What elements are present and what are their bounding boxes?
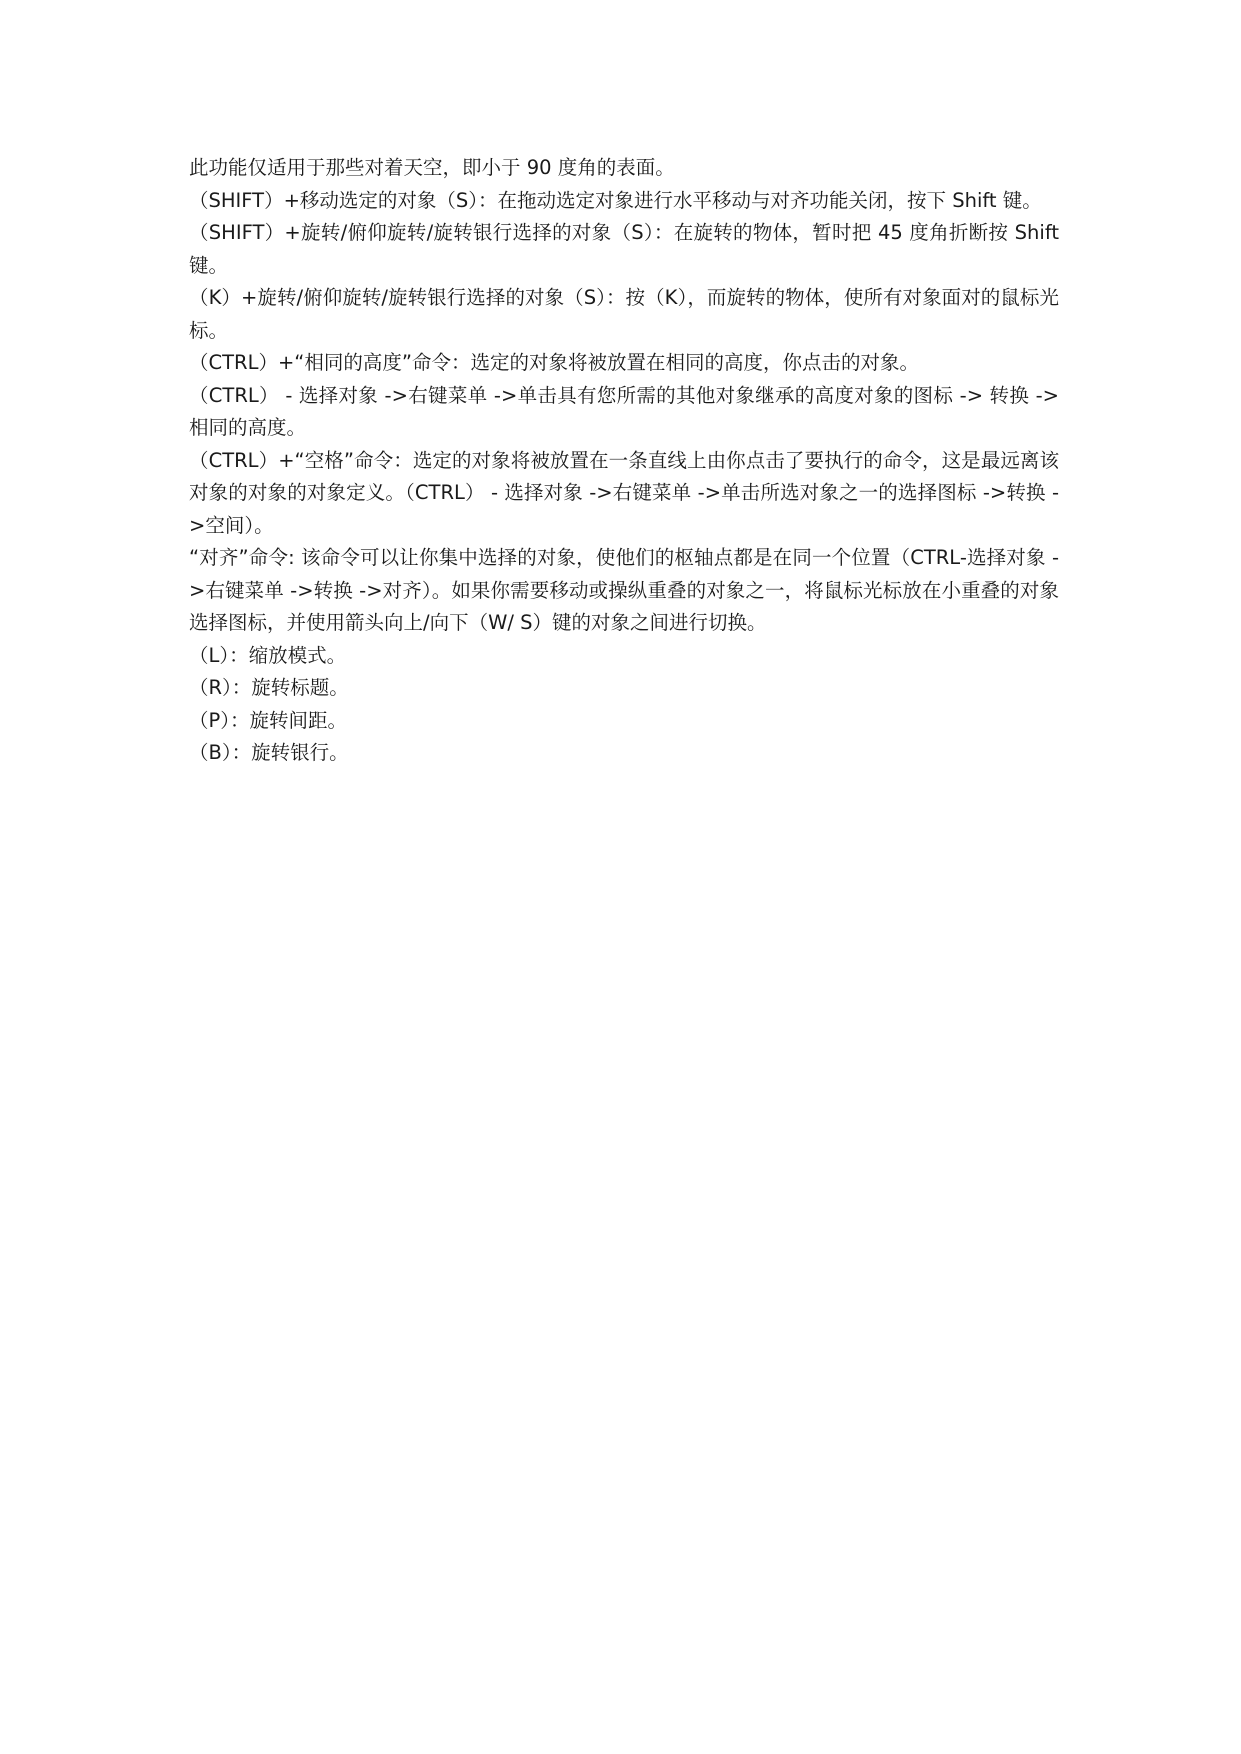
paragraph: （CTRL） - 选择对象 ->右键菜单 ->单击具有您所需的其他对象继承的高度对象的图标 -> 转换 ->相同的高度。 [189, 383, 1059, 439]
paragraph: （SHIFT）+旋转/俯仰旋转/旋转银行选择的对象（S）：在旋转的物体，暂时把 45 度角折断按 Shift 键。 [189, 221, 1066, 277]
paragraph: （K）+旋转/俯仰旋转/旋转银行选择的对象（S）：按（K），而旋转的物体，使所有对象面对的鼠标光标。 [189, 286, 1059, 342]
paragraph: 此功能仅适用于那些对着天空，即小于 90 度角的表面。 [189, 156, 675, 179]
paragraph: （L）：缩放模式。 [189, 643, 347, 667]
paragraph: （CTRL）+“空格”命令：选定的对象将被放置在一条直线上由你点击了要执行的命令，这是最远离该对象的对象的对象定义。（CTRL） - 选择对象 ->右键菜单 ->单击所选对象之一的选择图标 ->转换 ->空间）。 [189, 448, 1059, 537]
paragraph: （SHIFT）+移动选定的对象（S）：在拖动选定对象进行水平移动与对齐功能关闭，按下 Shift 键。 [189, 188, 1042, 212]
document-body [189, 152, 1066, 770]
paragraph: （CTRL）+“相同的高度”命令：选定的对象将被放置在相同的高度，你点击的对象。 [189, 351, 919, 374]
paragraph: “对齐”命令: 该命令可以让你集中选择的对象，使他们的枢轴点都是在同一个位置（CTRL-选择对象 ->右键菜单 ->转换 ->对齐）。如果你需要移动或操纵重叠的对象之一，将鼠标光标放在小重叠的对象选择图标，并使用箭头向上/向下（W/ S）键的对象之间进行切换。 [189, 546, 1059, 634]
paragraph: （R）：旋转标题。 [189, 676, 349, 699]
paragraph: （P）：旋转间距。 [189, 708, 348, 732]
paragraph: （B）：旋转银行。 [189, 741, 349, 764]
